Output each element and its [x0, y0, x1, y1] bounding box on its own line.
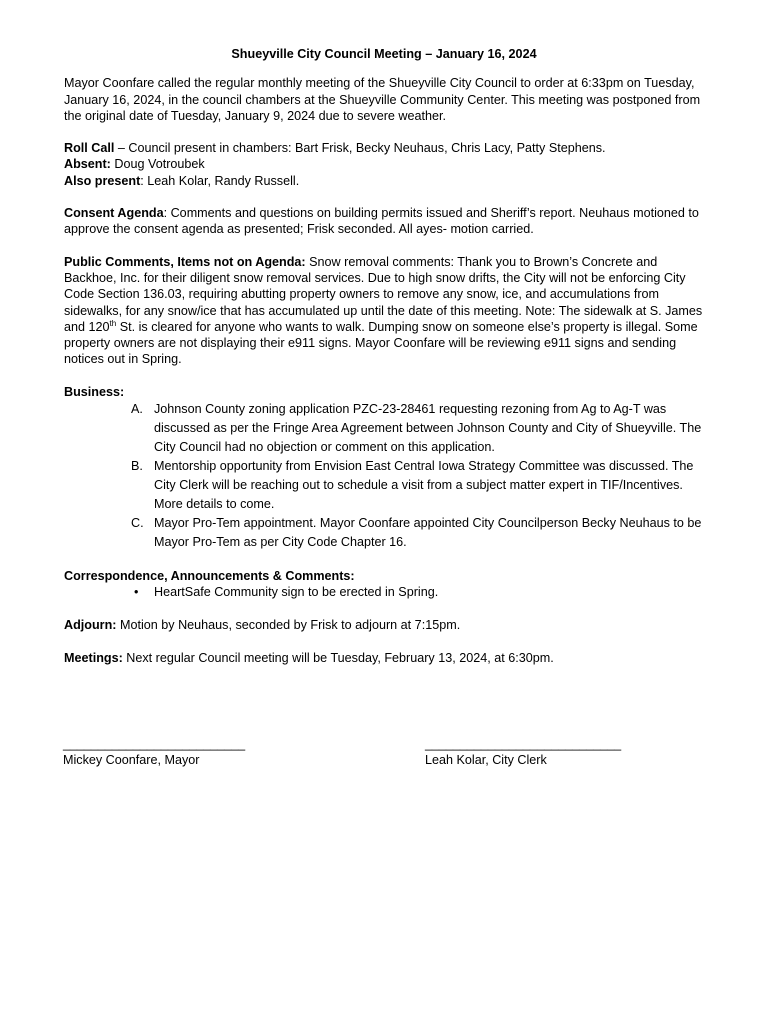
mayor-signature-line: __________________________ — [63, 737, 246, 751]
absent-line — [64, 156, 704, 172]
public-comments-label: Public Comments, Items not on Agenda: — [64, 254, 306, 269]
adjourn-section — [64, 617, 704, 633]
minutes-document — [64, 46, 704, 682]
consent-agenda-label: Consent Agenda — [64, 206, 164, 221]
business-item — [64, 457, 704, 514]
business-label: Business: — [64, 384, 125, 399]
correspondence-list — [64, 584, 704, 601]
clerk-name: Leah Kolar, City Clerk — [425, 753, 547, 767]
business-item — [64, 514, 704, 552]
absent-text: Doug Votroubek — [110, 157, 205, 172]
correspondence-label: Correspondence, Announcements & Comments: — [64, 569, 355, 584]
business-item-text: Mayor Pro-Tem appointment. Mayor Coonfare appointed City Councilperson Becky Neuhaus to be Mayor Pro-Tem as per City Code Chapter 16. — [154, 516, 702, 550]
public-comments-text-a: Snow removal comments: Thank you to Brown’s Concrete and Backhoe, Inc. for their diligent snow removal services. Due to high snow drifts, the City will not be enforcing City Code Section 136.03, requiring abutting property owners to remove any snow, ice, and accumulations from sidewalks, for any snow/ice that has accumulated up until the date of this meeting. Note: The sidewalk at S. James and 120 — [64, 254, 703, 334]
mayor-signature-block — [63, 736, 245, 768]
roll-call-section — [64, 140, 704, 189]
adjourn-text: Motion by Neuhaus, seconded by Frisk to adjourn at 7:15pm. — [116, 618, 461, 633]
public-comments-text-b: St. is cleared for anyone who wants to walk. Dumping snow on someone else’s property is illegal. Some property owners are not displaying their e911 signs. Mayor Coonfare will be reviewing e911 signs and sending notices out in Spring. — [64, 319, 698, 367]
business-item-text: Mentorship opportunity from Envision East Central Iowa Strategy Committee was discussed. The City Clerk will be reaching out to schedule a visit from a subject matter expert in TIF/Incentives. More details to come. — [154, 459, 694, 512]
clerk-signature-block — [425, 736, 621, 768]
meetings-section — [64, 650, 704, 666]
correspondence-section — [64, 568, 704, 601]
business-section — [64, 384, 704, 552]
roll-call-label: Roll Call — [64, 141, 115, 156]
intro-paragraph: Mayor Coonfare called the regular monthly meeting of the Shueyville City Council to order at 6:33pm on Tuesday, January 16, 2024, in the council chambers at the Shueyville Community Center. This meeting was postponed from the original date of Tuesday, January 9, 2024 due to severe weather. — [64, 76, 701, 123]
also-present-line — [64, 173, 704, 189]
bullet-icon: • — [134, 585, 139, 600]
business-item-marker: C. — [131, 516, 144, 531]
document-title: Shueyville City Council Meeting – January 16, 2024 — [231, 47, 537, 61]
mayor-name: Mickey Coonfare, Mayor — [63, 753, 200, 767]
public-comments-section — [64, 254, 704, 368]
roll-call-line — [64, 140, 704, 156]
meetings-text: Next regular Council meeting will be Tuesday, February 13, 2024, at 6:30pm. — [122, 650, 554, 665]
consent-agenda-section — [64, 205, 704, 238]
also-present-text: : Leah Kolar, Randy Russell. — [140, 173, 300, 188]
business-list — [64, 400, 704, 552]
clerk-signature-line: ____________________________ — [425, 737, 622, 751]
business-item-marker: A. — [131, 402, 143, 417]
absent-label: Absent: — [64, 157, 111, 172]
business-item-marker: B. — [131, 459, 143, 474]
also-present-label: Also present — [64, 173, 141, 188]
ordinal-suffix: th — [109, 318, 117, 328]
business-item-text: Johnson County zoning application PZC-23-28461 requesting rezoning from Ag to Ag-T was discussed as per the Fringe Area Agreement between Johnson County and City of Shueyville. The City Council had no objection or comment on this application. — [154, 402, 702, 455]
meetings-label: Meetings: — [64, 650, 123, 665]
correspondence-item — [64, 584, 704, 601]
consent-agenda-text: : Comments and questions on building permits issued and Sheriff’s report. Neuhaus motioned to approve the consent agenda as presented; Frisk seconded. All ayes- motion carried. — [64, 206, 699, 237]
adjourn-label: Adjourn: — [64, 618, 117, 633]
correspondence-item-text: HeartSafe Community sign to be erected in Spring. — [154, 585, 439, 600]
roll-call-text: – Council present in chambers: Bart Frisk, Becky Neuhaus, Chris Lacy, Patty Stephens. — [114, 141, 606, 156]
business-item — [64, 400, 704, 457]
